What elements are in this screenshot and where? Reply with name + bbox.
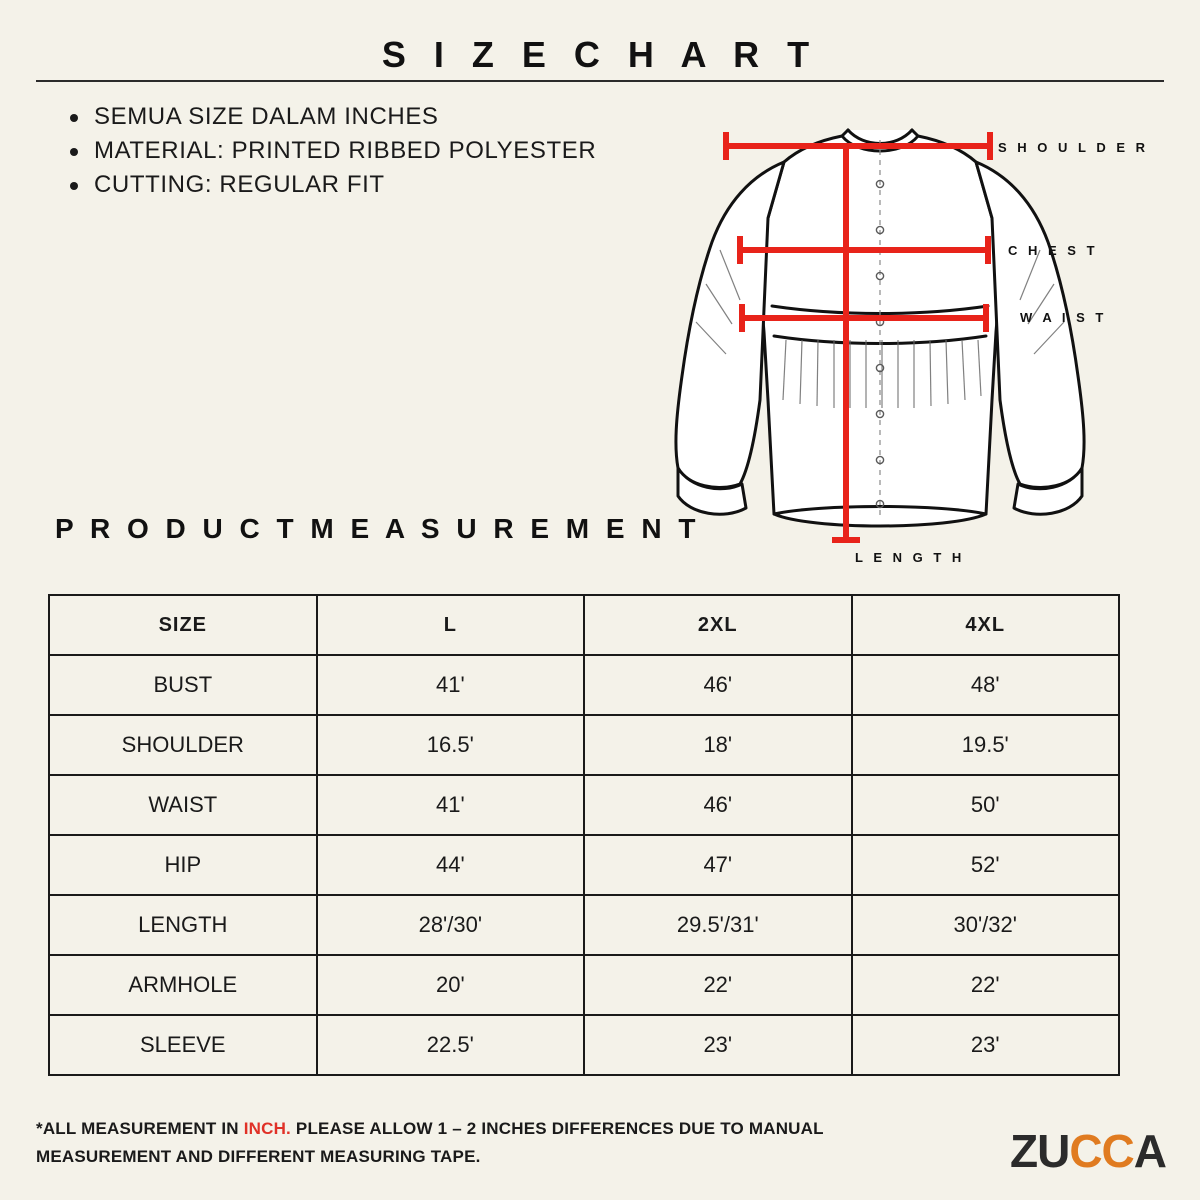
cell-value: 16.5' <box>317 715 584 775</box>
cell-value: 52' <box>852 835 1119 895</box>
cell-value: 18' <box>584 715 851 775</box>
title-divider <box>36 80 1164 82</box>
table-row <box>49 955 1119 1015</box>
cell-value: 50' <box>852 775 1119 835</box>
cell-value: 44' <box>317 835 584 895</box>
cell-value: 28'/30' <box>317 895 584 955</box>
brand-logo <box>1010 1124 1166 1178</box>
table-row <box>49 715 1119 775</box>
cell-value: 22.5' <box>317 1015 584 1075</box>
cell-value: 30'/32' <box>852 895 1119 955</box>
logo-text-accent: CC <box>1069 1125 1134 1177</box>
cell-value: 22' <box>584 955 851 1015</box>
cell-value: 47' <box>584 835 851 895</box>
list-item: MATERIAL: PRINTED RIBBED POLYESTER <box>62 134 622 168</box>
footnote <box>36 1115 856 1171</box>
footnote-part-one: *ALL MEASUREMENT IN <box>36 1119 244 1138</box>
row-label: HIP <box>49 835 317 895</box>
cell-value: 41' <box>317 655 584 715</box>
cell-value: 29.5'/31' <box>584 895 851 955</box>
list-item: CUTTING: REGULAR FIT <box>62 168 622 202</box>
page-title: S I Z E C H A R T <box>381 34 819 75</box>
label-waist: W A I S T <box>1020 310 1107 325</box>
cell-value: 46' <box>584 655 851 715</box>
row-label: SLEEVE <box>49 1015 317 1075</box>
table-row <box>49 1015 1119 1075</box>
row-label: BUST <box>49 655 317 715</box>
footnote-highlight: INCH. <box>243 1119 291 1138</box>
column-header-l: L <box>317 595 584 655</box>
row-label: WAIST <box>49 775 317 835</box>
blouse-technical-drawing <box>600 100 1160 580</box>
table-row <box>49 655 1119 715</box>
cell-value: 22' <box>852 955 1119 1015</box>
column-header-4xl: 4XL <box>852 595 1119 655</box>
cell-value: 23' <box>584 1015 851 1075</box>
row-label: ARMHOLE <box>49 955 317 1015</box>
logo-text-after: A <box>1133 1125 1166 1177</box>
label-shoulder: S H O U L D E R <box>998 140 1149 155</box>
measurement-table <box>48 594 1120 1076</box>
cell-value: 46' <box>584 775 851 835</box>
cell-value: 19.5' <box>852 715 1119 775</box>
table-header-row <box>49 595 1119 655</box>
logo-text-before: ZU <box>1009 1125 1070 1177</box>
product-measurement-heading: P R O D U C T M E A S U R E M E N T <box>55 513 700 544</box>
row-label: LENGTH <box>49 895 317 955</box>
cell-value: 41' <box>317 775 584 835</box>
table-row <box>49 895 1119 955</box>
row-label: SHOULDER <box>49 715 317 775</box>
cell-value: 48' <box>852 655 1119 715</box>
info-bullet-list <box>62 100 622 202</box>
measurement-table-wrapper <box>48 594 1120 1076</box>
footnote-part-two: PLEASE ALLOW 1 – 2 INCHES DIFFERENCES DUE TO MANUAL MEASUREMENT AND DIFFERENT MEASURING TAPE. <box>36 1119 824 1166</box>
column-header-2xl: 2XL <box>584 595 851 655</box>
label-chest: C H E S T <box>1008 243 1099 258</box>
garment-illustration <box>600 100 1160 580</box>
cell-value: 20' <box>317 955 584 1015</box>
table-row <box>49 835 1119 895</box>
column-header-size: SIZE <box>49 595 317 655</box>
label-length: L E N G T H <box>855 550 965 565</box>
table-row <box>49 775 1119 835</box>
list-item: SEMUA SIZE DALAM INCHES <box>62 100 622 134</box>
cell-value: 23' <box>852 1015 1119 1075</box>
